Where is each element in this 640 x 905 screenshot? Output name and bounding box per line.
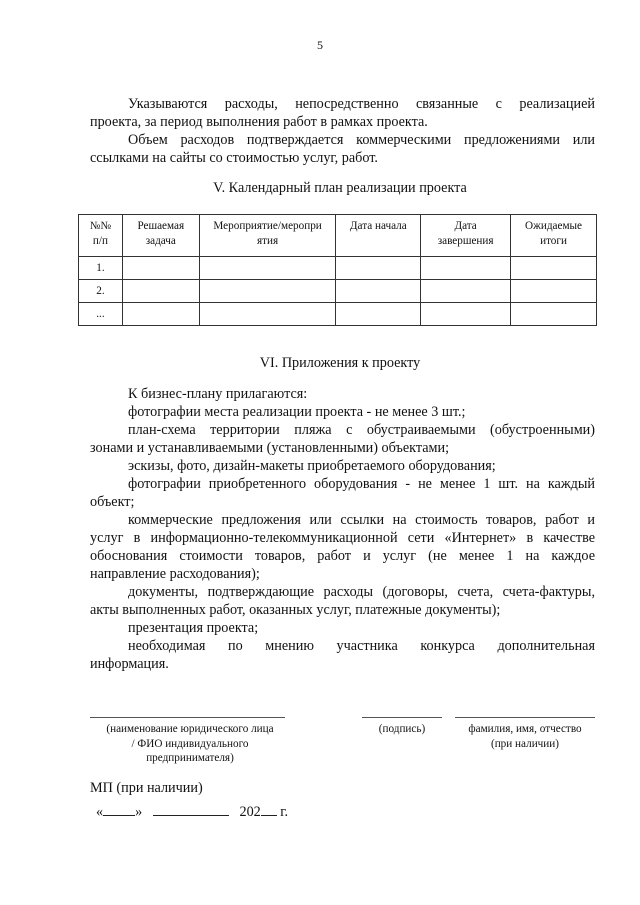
attachment-line: фотографии приобретенного оборудования - не менее 1 шт. на каждый <box>128 476 595 492</box>
attachment-line: зонами и устанавливаемыми (установленными) объектами; <box>90 440 450 456</box>
header-cell: Решаемая задача <box>122 215 199 257</box>
table-cell <box>199 257 336 280</box>
table-row <box>79 303 597 326</box>
signature-line <box>362 717 442 718</box>
attachment-line: эскизы, фото, дизайн-макеты приобретаемого оборудования; <box>128 458 496 474</box>
intro-p1-line2: проекта, за период выполнения работ в рамках проекта. <box>90 114 428 130</box>
table-cell <box>421 257 511 280</box>
row-number: 2. <box>79 280 123 303</box>
calendar-plan-table <box>78 214 597 326</box>
header-cell: Ожидаемые итоги <box>511 215 597 257</box>
table-cell <box>336 257 421 280</box>
attachment-line: направление расходования); <box>90 566 260 582</box>
stamp-label: МП (при наличии) <box>90 780 203 796</box>
attachment-line: план-схема территории пляжа с обустраиваемыми (обустроенными) <box>128 422 595 438</box>
section5-title: V. Календарный план реализации проекта <box>213 180 467 196</box>
attachment-line: фотографии места реализации проекта - не менее 3 шт.; <box>128 404 466 420</box>
year-suffix: г. <box>280 804 289 820</box>
table-cell <box>421 280 511 303</box>
attachment-line: коммерческие предложения или ссылки на стоимость товаров, работ и <box>128 512 595 528</box>
table-cell <box>511 303 597 326</box>
table-cell <box>421 303 511 326</box>
table-cell <box>122 280 199 303</box>
intro-p1-line1: Указываются расходы, непосредственно связанные с реализацией <box>128 96 595 112</box>
header-cell: Мероприятие/меропри ятия <box>199 215 336 257</box>
date-close-quote: » <box>135 804 143 820</box>
table-cell <box>122 303 199 326</box>
header-cell: Дата завершения <box>421 215 511 257</box>
table-cell <box>511 280 597 303</box>
header-cell: Дата начала <box>336 215 421 257</box>
signature-caption: (подпись) <box>378 723 426 735</box>
attachment-line: необходимая по мнению участника конкурса дополнительная <box>128 638 595 654</box>
year-prefix: 202 <box>239 804 261 820</box>
attachment-line: презентация проекта; <box>128 620 259 636</box>
month-blank <box>153 802 229 816</box>
org-signature-line <box>90 717 285 718</box>
year-blank <box>261 802 277 816</box>
attachment-line: документы, подтверждающие расходы (договоры, счета, счета-фактуры, <box>128 584 595 600</box>
attachment-line: К бизнес-плану прилагаются: <box>128 386 308 402</box>
attachment-line: объект; <box>90 494 135 510</box>
table-cell <box>336 303 421 326</box>
table-cell <box>511 257 597 280</box>
intro-text <box>90 95 595 167</box>
attachment-line: обоснования стоимости товаров, работ и услуг (не менее 1 на каждое <box>90 548 595 564</box>
row-number: ... <box>79 303 123 326</box>
attachment-line: информация. <box>90 656 169 672</box>
table-cell <box>336 280 421 303</box>
day-blank <box>103 802 135 816</box>
intro-p2-line2: ссылками на сайты со стоимостью услуг, работ. <box>90 150 378 166</box>
row-number: 1. <box>79 257 123 280</box>
header-cell: №№ п/п <box>79 215 123 257</box>
page-number: 5 <box>317 38 323 52</box>
name-caption: фамилия, имя, отчество (при наличии) <box>468 723 582 750</box>
table-row <box>79 280 597 303</box>
table-cell <box>199 280 336 303</box>
attachment-line: акты выполненных работ, оказанных услуг, платежные документы); <box>90 602 501 618</box>
attachment-line: услуг в информационно-телекоммуникационной сети «Интернет» в качестве <box>90 530 595 546</box>
date-open-quote: « <box>96 804 104 820</box>
table-row <box>79 257 597 280</box>
name-signature-line <box>455 717 595 718</box>
intro-p2-line1: Объем расходов подтверждается коммерческими предложениями или <box>128 132 595 148</box>
table-header-row <box>79 215 597 257</box>
section6-title: VI. Приложения к проекту <box>259 355 421 371</box>
table-cell <box>199 303 336 326</box>
table-cell <box>122 257 199 280</box>
attachments-list <box>90 385 595 673</box>
org-caption: (наименование юридического лица / ФИО индивидуального предпринимателя) <box>106 723 274 764</box>
date-line <box>96 802 288 821</box>
